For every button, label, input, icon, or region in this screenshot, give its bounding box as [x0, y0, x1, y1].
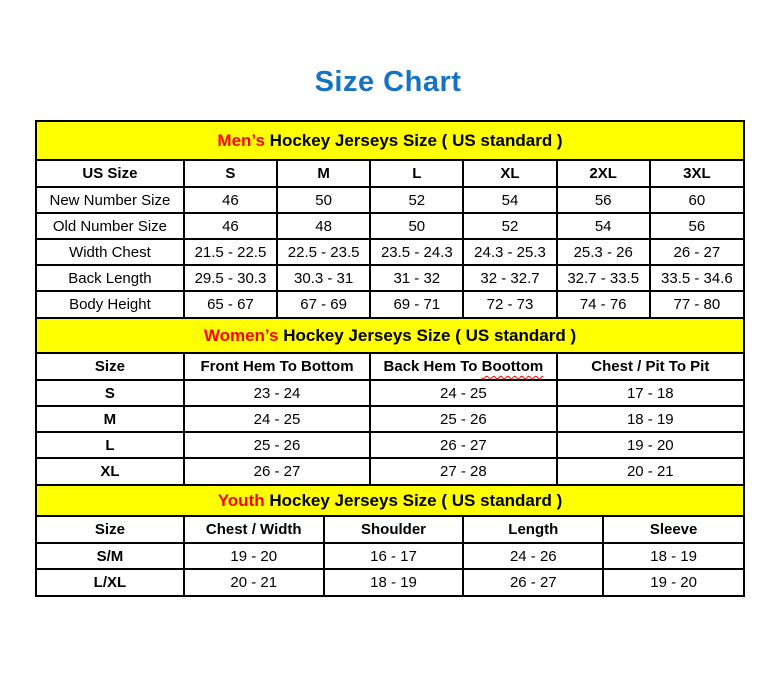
- table-row: [37, 406, 743, 432]
- row-label-cell: L: [37, 432, 184, 458]
- value-cell: 25.3 - 26: [557, 239, 650, 265]
- mens-banner-highlight: Men’s: [217, 131, 265, 150]
- value-cell: 17 - 18: [557, 380, 743, 406]
- column-header: L: [370, 161, 463, 187]
- mens-size-table: [37, 161, 743, 317]
- column-header: S: [184, 161, 277, 187]
- value-cell: 33.5 - 34.6: [650, 265, 743, 291]
- value-cell: 18 - 19: [603, 543, 743, 569]
- value-cell: 25 - 26: [184, 432, 370, 458]
- row-label-cell: S/M: [37, 543, 184, 569]
- youth-size-table: [37, 517, 743, 595]
- row-label-cell: L/XL: [37, 569, 184, 595]
- value-cell: 23.5 - 24.3: [370, 239, 463, 265]
- value-cell: 20 - 21: [557, 458, 743, 484]
- column-header: Shoulder: [324, 517, 464, 543]
- value-cell: 24 - 25: [370, 380, 556, 406]
- table-row: [37, 543, 743, 569]
- value-cell: 24 - 26: [463, 543, 603, 569]
- value-cell: 24.3 - 25.3: [463, 239, 556, 265]
- table-row: [37, 458, 743, 484]
- value-cell: 54: [463, 187, 556, 213]
- youth-section: [37, 484, 743, 595]
- table-row: [37, 239, 743, 265]
- size-chart: [35, 120, 745, 597]
- womens-section: [37, 317, 743, 484]
- row-label-cell: XL: [37, 458, 184, 484]
- value-cell: 56: [557, 187, 650, 213]
- value-cell: 21.5 - 22.5: [184, 239, 277, 265]
- column-header: Chest / Width: [184, 517, 324, 543]
- row-label-cell: M: [37, 406, 184, 432]
- value-cell: 26 - 27: [463, 569, 603, 595]
- column-header: Length: [463, 517, 603, 543]
- value-cell: 72 - 73: [463, 291, 556, 317]
- value-cell: 16 - 17: [324, 543, 464, 569]
- value-cell: 77 - 80: [650, 291, 743, 317]
- value-cell: 52: [463, 213, 556, 239]
- column-header: US Size: [82, 165, 138, 182]
- value-cell: 32.7 - 33.5: [557, 265, 650, 291]
- table-row: [37, 213, 743, 239]
- column-header: XL: [463, 161, 556, 187]
- value-cell: 19 - 20: [603, 569, 743, 595]
- column-header: Front Hem To Bottom: [184, 354, 370, 380]
- table-row: [37, 569, 743, 595]
- value-cell: 54: [557, 213, 650, 239]
- column-header: Size: [94, 521, 125, 538]
- mens-section-banner: [37, 122, 743, 161]
- value-cell: 52: [370, 187, 463, 213]
- value-cell: 24 - 25: [184, 406, 370, 432]
- value-cell: 50: [277, 187, 370, 213]
- table-row: [37, 187, 743, 213]
- mens-banner-text: Hockey Jerseys Size ( US standard ): [264, 131, 563, 150]
- table-row: [37, 380, 743, 406]
- mens-section: [37, 122, 743, 317]
- value-cell: 46: [184, 187, 277, 213]
- value-cell: 60: [650, 187, 743, 213]
- value-cell: 18 - 19: [324, 569, 464, 595]
- row-label-cell: New Number Size: [37, 187, 184, 213]
- column-header: Sleeve: [603, 517, 743, 543]
- womens-section-banner: [37, 317, 743, 354]
- value-cell: 19 - 20: [557, 432, 743, 458]
- header-row: [37, 517, 743, 543]
- value-cell: 67 - 69: [277, 291, 370, 317]
- youth-section-banner: [37, 484, 743, 517]
- value-cell: 26 - 27: [184, 458, 370, 484]
- womens-banner-highlight: Women’s: [203, 326, 279, 345]
- column-header: 2XL: [557, 161, 650, 187]
- misspelled-word: Boottom: [481, 358, 544, 375]
- value-cell: 30.3 - 31: [277, 265, 370, 291]
- value-cell: 65 - 67: [184, 291, 277, 317]
- header-row: [37, 161, 743, 187]
- column-header: 3XL: [650, 161, 743, 187]
- value-cell: 23 - 24: [184, 380, 370, 406]
- value-cell: 25 - 26: [370, 406, 556, 432]
- header-row: [37, 354, 743, 380]
- value-cell: 26 - 27: [370, 432, 556, 458]
- value-cell: 46: [184, 213, 277, 239]
- womens-size-table: [37, 354, 743, 484]
- value-cell: 50: [370, 213, 463, 239]
- value-cell: 32 - 32.7: [463, 265, 556, 291]
- row-label-cell: Back Length: [37, 265, 184, 291]
- value-cell: 19 - 20: [184, 543, 324, 569]
- value-cell: 22.5 - 23.5: [277, 239, 370, 265]
- value-cell: 31 - 32: [370, 265, 463, 291]
- youth-banner-highlight: Youth: [217, 491, 265, 510]
- column-header: M: [277, 161, 370, 187]
- row-label-cell: Width Chest: [37, 239, 184, 265]
- value-cell: 27 - 28: [370, 458, 556, 484]
- table-row: [37, 432, 743, 458]
- page-title: Size Chart: [314, 66, 462, 98]
- value-cell: 18 - 19: [557, 406, 743, 432]
- value-cell: 20 - 21: [184, 569, 324, 595]
- table-row: [37, 265, 743, 291]
- row-label-cell: Body Height: [37, 291, 184, 317]
- column-header: Back Hem To Boottom: [370, 354, 556, 380]
- womens-banner-text: Hockey Jerseys Size ( US standard ): [278, 326, 577, 345]
- value-cell: 56: [650, 213, 743, 239]
- value-cell: 74 - 76: [557, 291, 650, 317]
- value-cell: 48: [277, 213, 370, 239]
- value-cell: 26 - 27: [650, 239, 743, 265]
- value-cell: 69 - 71: [370, 291, 463, 317]
- column-header: Chest / Pit To Pit: [557, 354, 743, 380]
- row-label-cell: Old Number Size: [37, 213, 184, 239]
- value-cell: 29.5 - 30.3: [184, 265, 277, 291]
- table-row: [37, 291, 743, 317]
- youth-banner-text: Hockey Jerseys Size ( US standard ): [264, 491, 563, 510]
- row-label-cell: S: [37, 380, 184, 406]
- column-header: Size: [94, 358, 125, 375]
